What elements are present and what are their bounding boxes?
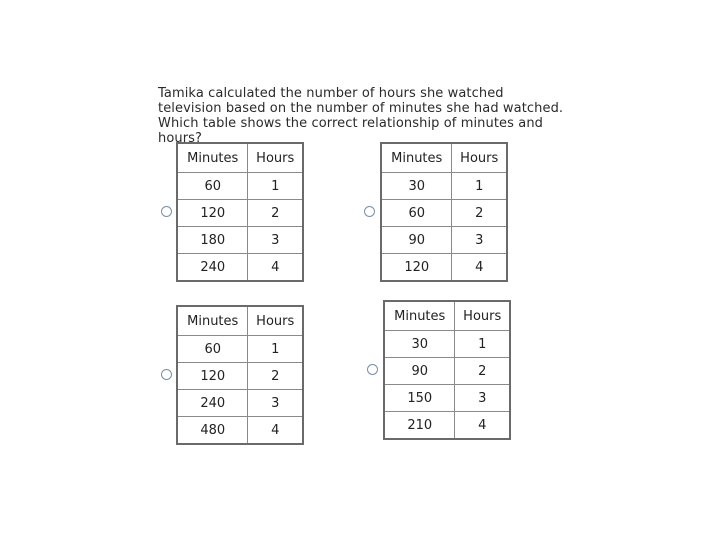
table-row bbox=[381, 254, 507, 282]
question-text: Tamika calculated the number of hours she watched television based on the number of minutes she had watched. Which table shows the correct relationship of minutes and hours? bbox=[158, 86, 564, 146]
cell-hours: 2 bbox=[455, 358, 510, 385]
header-minutes: Minutes bbox=[384, 301, 455, 331]
table-row bbox=[177, 336, 303, 363]
cell-minutes: 480 bbox=[177, 417, 248, 445]
cell-minutes: 60 bbox=[177, 173, 248, 200]
option-d-radio[interactable] bbox=[367, 364, 378, 375]
cell-minutes: 30 bbox=[381, 173, 452, 200]
option-c-table bbox=[176, 305, 304, 445]
cell-minutes: 120 bbox=[381, 254, 452, 282]
cell-hours: 1 bbox=[248, 173, 303, 200]
cell-hours: 2 bbox=[248, 363, 303, 390]
header-minutes: Minutes bbox=[177, 143, 248, 173]
table-row bbox=[384, 385, 510, 412]
table-row bbox=[381, 200, 507, 227]
header-hours: Hours bbox=[452, 143, 507, 173]
cell-minutes: 90 bbox=[384, 358, 455, 385]
cell-minutes: 240 bbox=[177, 390, 248, 417]
table-header-row bbox=[177, 143, 303, 173]
option-b-table bbox=[380, 142, 508, 282]
header-hours: Hours bbox=[455, 301, 510, 331]
header-minutes: Minutes bbox=[381, 143, 452, 173]
table-row bbox=[381, 173, 507, 200]
table-header-row bbox=[384, 301, 510, 331]
table-row bbox=[177, 363, 303, 390]
option-d-table bbox=[383, 300, 511, 440]
header-minutes: Minutes bbox=[177, 306, 248, 336]
cell-hours: 3 bbox=[455, 385, 510, 412]
cell-hours: 4 bbox=[248, 254, 303, 282]
cell-minutes: 150 bbox=[384, 385, 455, 412]
cell-hours: 1 bbox=[452, 173, 507, 200]
cell-minutes: 60 bbox=[177, 336, 248, 363]
cell-hours: 2 bbox=[248, 200, 303, 227]
table-row bbox=[177, 200, 303, 227]
cell-minutes: 60 bbox=[381, 200, 452, 227]
cell-hours: 3 bbox=[248, 227, 303, 254]
cell-hours: 4 bbox=[452, 254, 507, 282]
header-hours: Hours bbox=[248, 143, 303, 173]
cell-hours: 4 bbox=[248, 417, 303, 445]
table-row bbox=[177, 254, 303, 282]
table-header-row bbox=[177, 306, 303, 336]
header-hours: Hours bbox=[248, 306, 303, 336]
cell-minutes: 210 bbox=[384, 412, 455, 440]
cell-minutes: 30 bbox=[384, 331, 455, 358]
option-b-radio[interactable] bbox=[364, 206, 375, 217]
cell-minutes: 90 bbox=[381, 227, 452, 254]
cell-hours: 1 bbox=[248, 336, 303, 363]
cell-minutes: 120 bbox=[177, 363, 248, 390]
cell-minutes: 180 bbox=[177, 227, 248, 254]
option-a-table bbox=[176, 142, 304, 282]
table-header-row bbox=[381, 143, 507, 173]
table-row bbox=[384, 331, 510, 358]
table-row bbox=[384, 358, 510, 385]
table-row bbox=[384, 412, 510, 440]
cell-hours: 3 bbox=[248, 390, 303, 417]
table-row bbox=[177, 417, 303, 445]
cell-hours: 3 bbox=[452, 227, 507, 254]
table-row bbox=[177, 173, 303, 200]
cell-minutes: 240 bbox=[177, 254, 248, 282]
cell-hours: 4 bbox=[455, 412, 510, 440]
cell-hours: 2 bbox=[452, 200, 507, 227]
table-row bbox=[381, 227, 507, 254]
cell-minutes: 120 bbox=[177, 200, 248, 227]
option-c-radio[interactable] bbox=[161, 369, 172, 380]
cell-hours: 1 bbox=[455, 331, 510, 358]
table-row bbox=[177, 227, 303, 254]
table-row bbox=[177, 390, 303, 417]
option-a-radio[interactable] bbox=[161, 206, 172, 217]
